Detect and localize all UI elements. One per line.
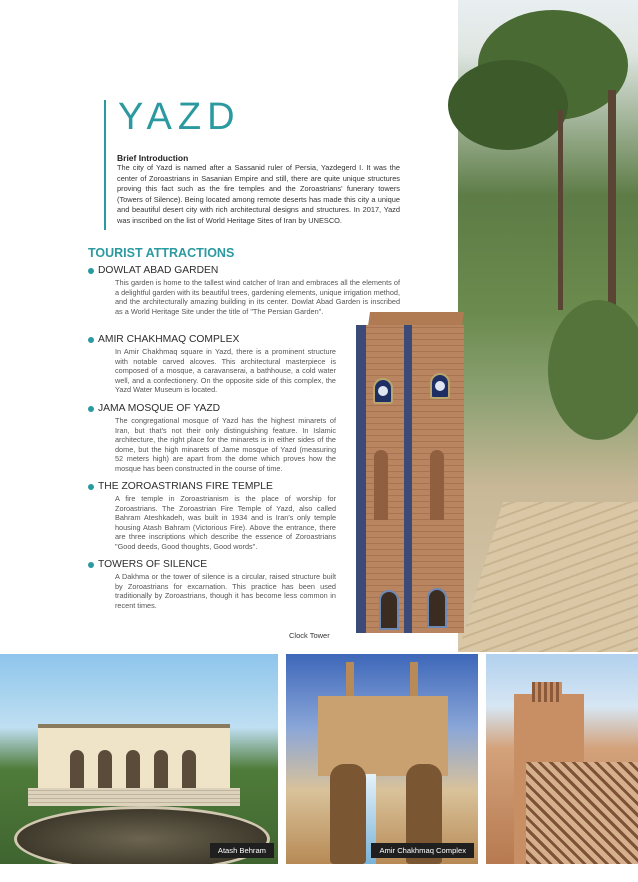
wind-catcher-photo: [486, 654, 638, 864]
clock-face-icon: [430, 373, 450, 399]
section-heading: TOURIST ATTRACTIONS: [88, 246, 235, 260]
bullet-icon: [88, 406, 94, 412]
bullet-icon: [88, 484, 94, 490]
attraction-item: [88, 559, 338, 610]
attraction-description: A Dakhma or the tower of silence is a circular, raised structure built by Zoroastrians for excarnation. This practice has been used traditionally by Zoroastrians, though it has become less common in recent times.: [115, 572, 336, 610]
atash-behram-photo: [0, 654, 278, 864]
attraction-item: [88, 403, 338, 474]
clock-tower-caption: Clock Tower: [289, 631, 330, 640]
photo-caption: Atash Behram: [210, 843, 274, 858]
attraction-name: DOWLAT ABAD GARDEN: [98, 265, 219, 276]
attraction-description: The congregational mosque of Yazd has the highest minarets of Iran, but that's not their only distinguishing feature. In Islamic architecture, the right place for the minarets is in either sides of the dome, but the high minarets of Jame mosque of Yazd (measuring 52 meters high) are apart from the dome which proves how the mosque has been constructed in the course of time.: [115, 416, 336, 473]
page-title: YAZD: [118, 96, 241, 138]
attraction-name: THE ZOROASTRIANS FIRE TEMPLE: [98, 481, 273, 492]
intro-text: The city of Yazd is named after a Sassanid ruler of Persia, Yazdegerd I. It was the center of Zoroastrians in Sasanian Empire and still, there are quite unique structures proving this fact such as the fire temples and the Zoroastrians' funerary towers (Towers of Silence). Being located among remote deserts has made this city a unique and beautiful desert city with rich architectural designs and structures. In 2017, Yazd was inscribed on the list of World Heritage Sites of Iran by UNESCO.: [117, 163, 400, 225]
amir-chakhmaq-photo: [286, 654, 478, 864]
attraction-name: TOWERS OF SILENCE: [98, 559, 208, 570]
photo-caption: Amir Chakhmaq Complex: [371, 843, 474, 858]
attraction-name: JAMA MOSQUE OF YAZD: [98, 403, 221, 414]
attraction-item: [88, 481, 338, 552]
attraction-description: In Amir Chakhmaq square in Yazd, there is a prominent structure with notable carved alcoves. This architectural masterpiece is composed of a mosque, a caravanserai, a bathhouse, a cold water well, and a confectionery. On the opposite side of this complex, the Yazd Water Museum is located.: [115, 347, 336, 395]
bullet-icon: [88, 268, 94, 274]
attraction-item: [88, 265, 400, 316]
title-accent-bar: [104, 100, 106, 230]
attraction-description: A fire temple in Zoroastrianism is the place of worship for Zoroastrians. The Zoroastrian Fire Temple of Yazd, also called Bahram Ateshkadeh, was built in 1934 and is Iran's only temple housing Atash Bahram (Victorious Fire). Above the entrance, there are three inscriptions which describe the essence of Zoroastrians "Good deeds, Good thoughts, Good words".: [115, 494, 336, 551]
garden-photo: [458, 0, 638, 652]
attraction-description: This garden is home to the tallest wind catcher of Iran and embraces all the elements of a delightful garden with its beautiful trees, gardening elements, unique irrigation method, and the architecturally amazing building in its center. Dowlat Abad Garden is inscribed as a World Heritage Site under the title of "The Persian Garden".: [115, 278, 400, 316]
intro-heading: Brief Introduction: [117, 153, 189, 163]
attraction-name: AMIR CHAKHMAQ COMPLEX: [98, 334, 240, 345]
clock-face-icon: [373, 378, 393, 404]
bullet-icon: [88, 337, 94, 343]
bullet-icon: [88, 562, 94, 568]
attraction-item: [88, 334, 338, 395]
